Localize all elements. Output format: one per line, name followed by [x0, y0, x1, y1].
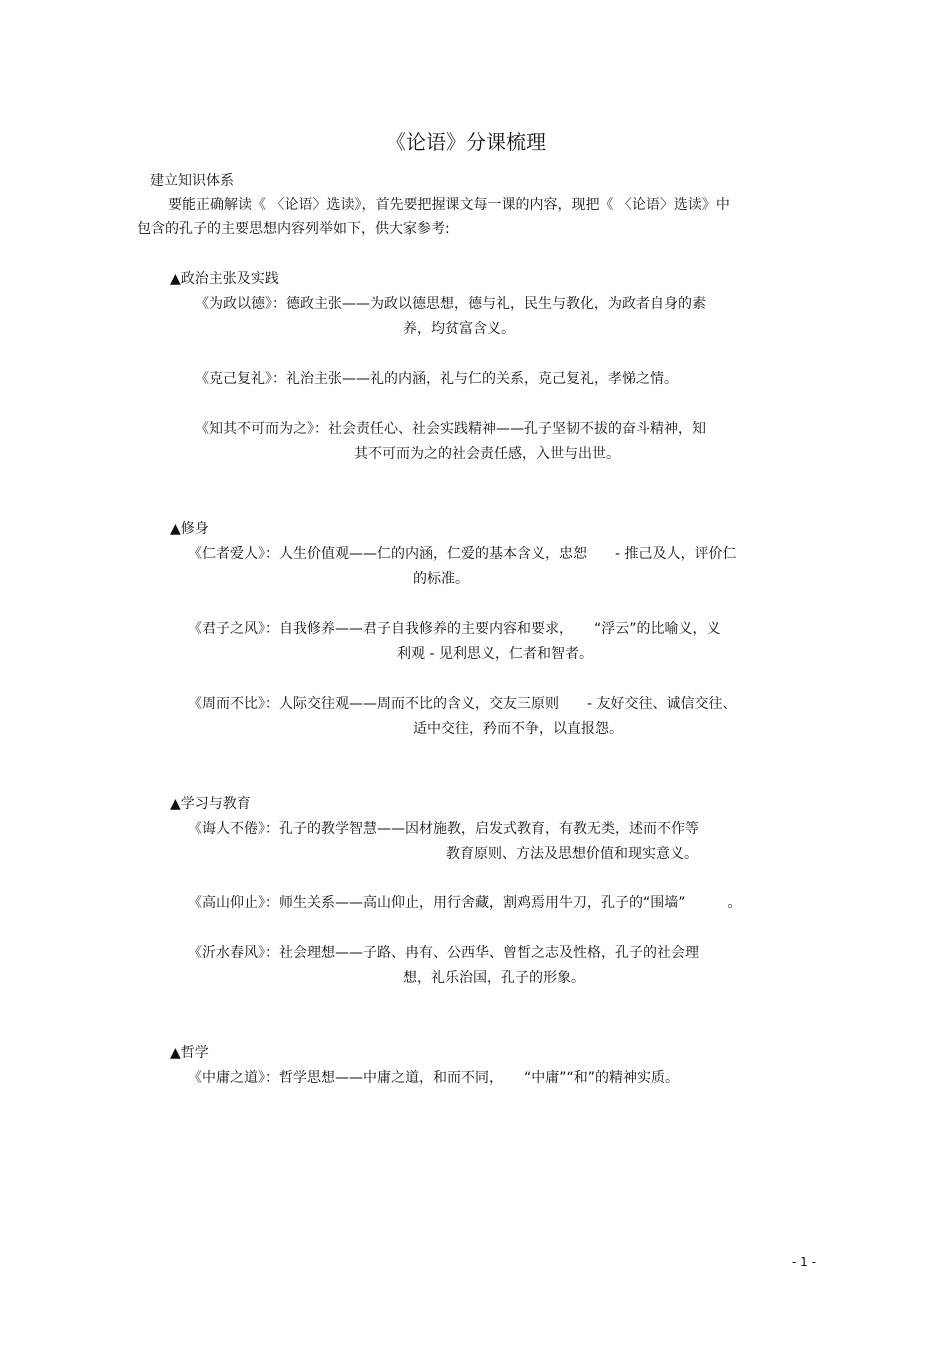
section-heading-philosophy: ▲哲学 [170, 1045, 209, 1061]
entry-line: 的标准。 [413, 571, 469, 587]
entry-line: 适中交往，矜而不争，以直报怨。 [413, 721, 623, 737]
section-heading-education: ▲学习与教育 [170, 796, 251, 812]
entry-line: 《仁者爱人》：人生价值观——仁的内涵，仁爱的基本含义，忠恕 - 推己及人，评价仁 [188, 546, 737, 562]
entry-line: 《诲人不倦》：孔子的教学智慧——因材施教，启发式教育，有教无类，述而不作等 [188, 821, 699, 837]
section-heading-politics: ▲政治主张及实践 [170, 271, 279, 287]
section-heading-knowledge: 建立知识体系 [150, 173, 234, 189]
intro-paragraph-line: 包含的孔子的主要思想内容列举如下，供大家参考: [137, 221, 450, 237]
entry-line: 《中庸之道》：哲学思想——中庸之道，和而不同， “中庸”“和”的精神实质。 [188, 1070, 680, 1086]
page-number: - 1 - [792, 1255, 816, 1269]
entry-line: 教育原则、方法及思想价值和现实意义。 [446, 846, 698, 862]
entry-line: 《君子之风》：自我修养——君子自我修养的主要内容和要求， “浮云”的比喻义，义 [188, 621, 721, 637]
entry-line: 养，均贫富含义。 [403, 321, 515, 337]
entry-line: 《克己复礼》：礼治主张——礼的内涵，礼与仁的关系，克己复礼，孝悌之情。 [195, 371, 678, 387]
entry-line: 其不可而为之的社会责任感，入世与出世。 [354, 446, 620, 462]
intro-paragraph-line: 要能正确解读《 〈论语〉选读》，首先要把握课文每一课的内容，现把《 〈论语〉选读》中 [168, 197, 730, 213]
entry-line: 利观 - 见利思义，仁者和智者。 [397, 646, 593, 662]
entry-line: 《周而不比》：人际交往观——周而不比的含义，交友三原则 - 友好交往、诚信交往、 [188, 696, 737, 712]
entry-line: 想，礼乐治国，孔子的形象。 [403, 970, 585, 986]
entry-line: 《为政以德》：德政主张——为政以德思想，德与礼，民生与教化，为政者自身的素 [195, 296, 706, 312]
entry-line: 《知其不可而为之》：社会责任心、社会实践精神——孔子坚韧不拔的奋斗精神，知 [195, 421, 706, 437]
entry-line: 《高山仰止》：师生关系——高山仰止，用行舍藏，割鸡焉用牛刀，孔子的“围墙” 。 [188, 895, 742, 911]
entry-line: 《沂水春风》：社会理想——子路、冉有、公西华、曾皙之志及性格，孔子的社会理 [188, 945, 699, 961]
section-heading-self-cultivation: ▲修身 [170, 521, 209, 537]
page-title: 《论语》分课梳理 [386, 130, 546, 154]
